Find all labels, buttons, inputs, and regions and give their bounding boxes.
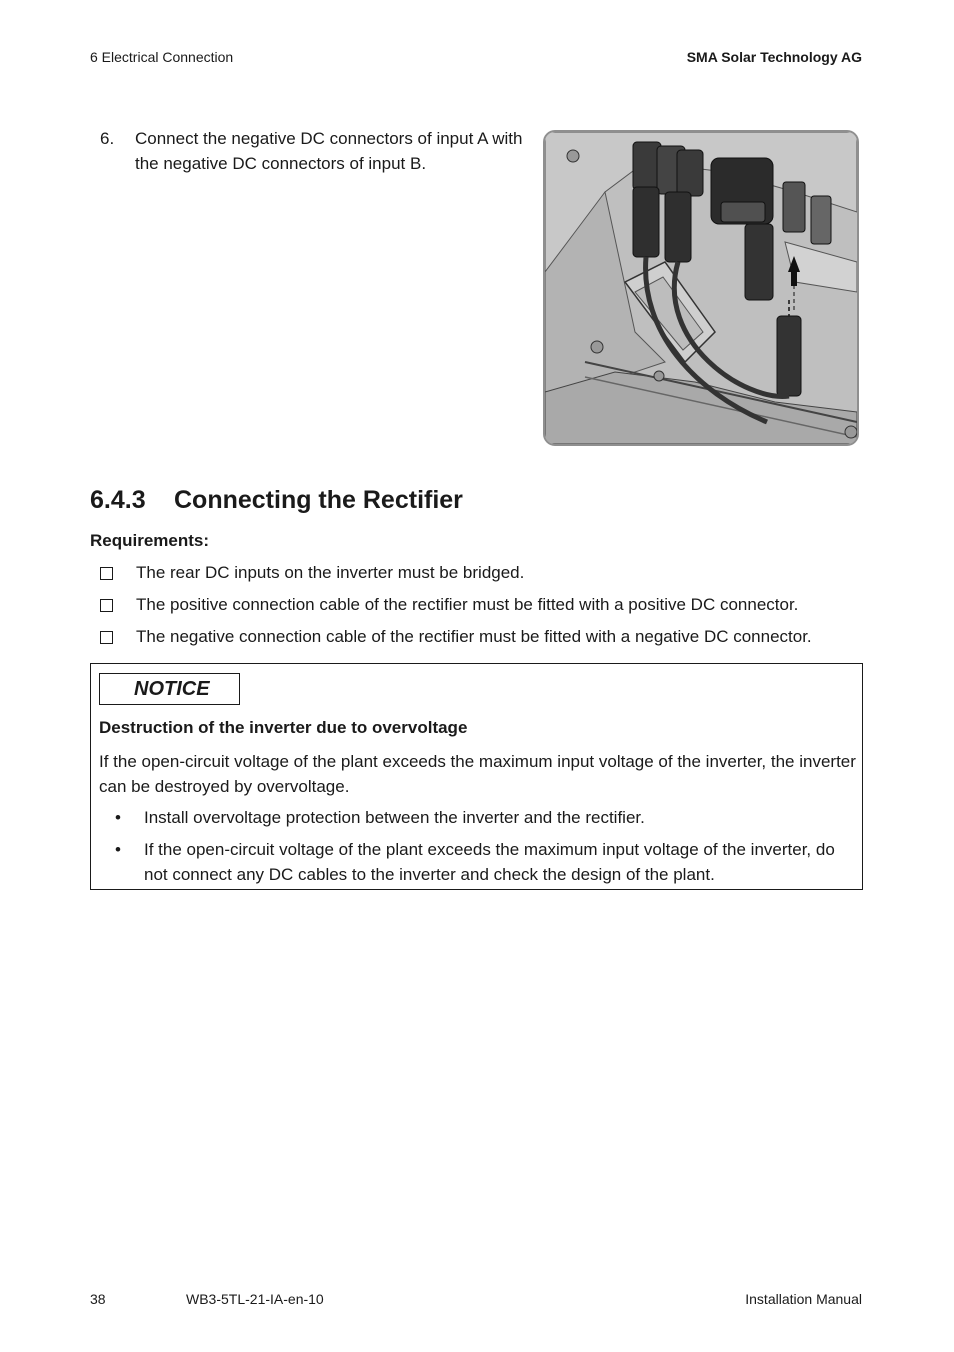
checkbox-icon <box>100 631 113 644</box>
instruction-step <box>90 126 530 176</box>
requirement-item <box>90 593 870 625</box>
section-number: 6.4.3 <box>90 486 146 514</box>
notice-heading: Destruction of the inverter due to overvoltage <box>99 718 468 737</box>
step-number: 6. <box>100 129 115 148</box>
notice-bullet-item <box>99 805 859 830</box>
checkbox-icon <box>100 599 113 612</box>
header-chapter: 6 Electrical Connection <box>90 49 234 65</box>
dc-connector-drawing <box>545 132 857 444</box>
section-title: Connecting the Rectifier <box>174 486 463 514</box>
footer-document-id: WB3-5TL-21-IA-en-10 <box>186 1291 324 1307</box>
step-text: Connect the negative DC connectors of input A with the negative DC connectors of input B. <box>135 129 523 173</box>
requirement-item <box>90 561 870 593</box>
notice-box <box>90 663 863 890</box>
notice-bullet-text: Install overvoltage protection between the inverter and the rectifier. <box>144 808 645 827</box>
requirements-label: Requirements: <box>90 531 210 550</box>
header-company: SMA Solar Technology AG <box>686 49 862 65</box>
notice-tag: NOTICE <box>99 673 240 705</box>
footer-page-number: 38 <box>90 1291 106 1307</box>
footer-document-type: Installation Manual <box>745 1291 862 1307</box>
requirement-text: The positive connection cable of the rectifier must be fitted with a positive DC connector. <box>136 595 799 614</box>
bullet-icon: • <box>115 840 121 859</box>
requirement-text: The negative connection cable of the rectifier must be fitted with a negative DC connector. <box>136 627 812 646</box>
notice-bullet-item <box>99 837 859 887</box>
section-heading <box>90 486 463 515</box>
notice-bullet-text: If the open-circuit voltage of the plant exceeds the maximum input voltage of the inverter, do not connect any DC cables to the inverter and check the design of the plant. <box>144 840 835 884</box>
notice-body: If the open-circuit voltage of the plant exceeds the maximum input voltage of the inverter, the inverter can be destroyed by overvoltage. <box>99 752 856 796</box>
requirements-list <box>90 561 870 657</box>
notice-bullet-list <box>99 805 859 894</box>
checkbox-icon <box>100 567 113 580</box>
requirement-text: The rear DC inputs on the inverter must be bridged. <box>136 563 525 582</box>
dc-connector-illustration <box>543 130 859 446</box>
bullet-icon: • <box>115 808 121 827</box>
requirement-item <box>90 625 870 657</box>
